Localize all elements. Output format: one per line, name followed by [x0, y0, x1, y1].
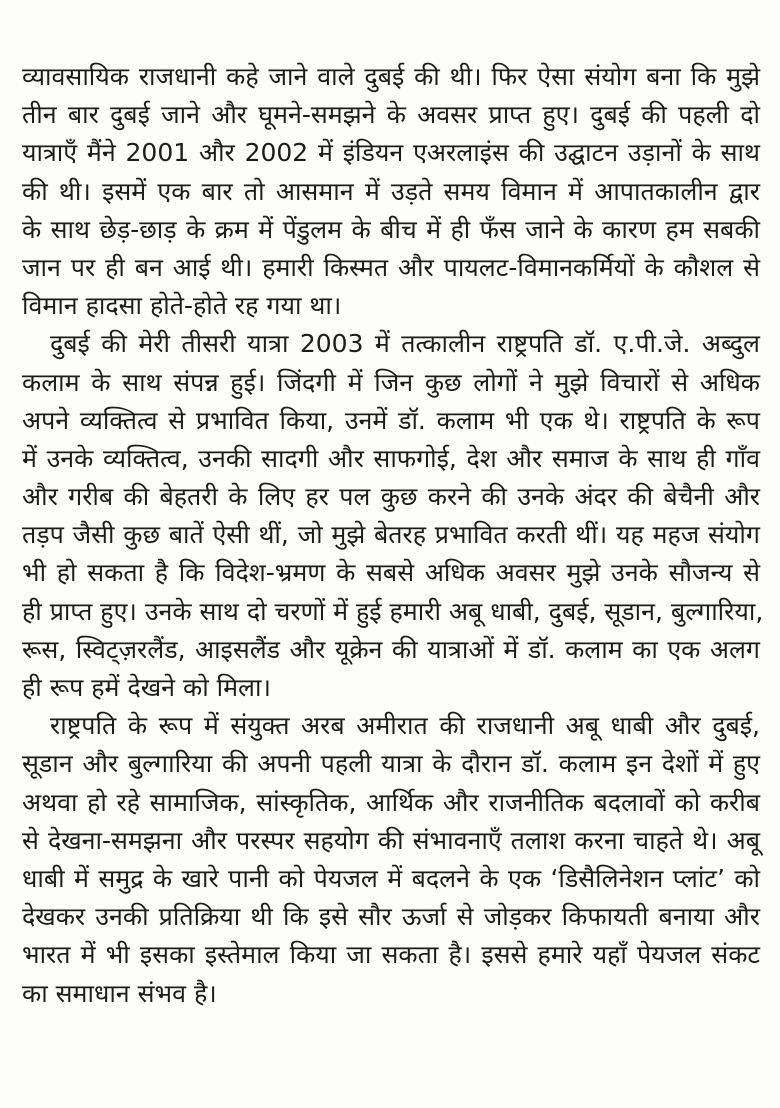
paragraph-1-line: विमान हादसा होते-होते रह गया था। — [22, 291, 342, 321]
paragraph-2-line: ही रूप हमें देखने को मिला। — [22, 673, 271, 702]
paragraph-3-line: अथवा हो रहे सामाजिक, सांस्कृतिक, आर्थिक और राजनीतिक बदलावों को करीब — [22, 787, 760, 817]
paragraph-3-line: राष्ट्रपति के रूप में संयुक्त अरब अमीरात की राजधानी अबू धाबी और दुबई, — [50, 711, 760, 741]
paragraph-3-line: देखकर उनकी प्रतिक्रिया थी कि इसे सौर ऊर्जा से जोड़कर किफायती बनाया और — [22, 902, 760, 932]
paragraph-2-line: तड़प जैसी कुछ बातें ऐसी थीं, जो मुझे बेतरह प्रभावित करती थीं। यह महज संयोग — [22, 520, 760, 550]
paragraph-3-line: सूडान और बुल्गारिया की अपनी पहली यात्रा के दौरान डॉ. कलाम इन देशों में हुए — [22, 749, 760, 779]
paragraph-2-line: कलाम के साथ संपन्न हुई। जिंदगी में जिन कुछ लोगों ने मुझे विचारों से अधिक — [22, 367, 760, 397]
paragraph-2-line: में उनके व्यक्तित्व, उनकी सादगी और साफगोई, देश और समाज के साथ ही गाँव — [22, 443, 760, 473]
paragraph-1-line: की थी। इसमें एक बार तो आसमान में उड़ते समय विमान में आपातकालीन द्वार — [22, 176, 760, 206]
paragraph-3-line: का समाधान संभव है। — [22, 978, 217, 1008]
paragraph-3-line: से देखना-समझना और परस्पर सहयोग की संभावनाएँ तलाश करना चाहते थे। अबू — [22, 825, 760, 855]
paragraph-3-line: भारत में भी इसका इस्तेमाल किया जा सकता है। इससे हमारे यहाँ पेयजल संकट — [22, 940, 760, 970]
paragraph-1-line: तीन बार दुबई जाने और घूमने-समझने के अवसर प्राप्त हुए। दुबई की पहली दो — [22, 100, 760, 130]
paragraph-1-line: व्यावसायिक राजधानी कहे जाने वाले दुबई की थी। फिर ऐसा संयोग बना कि मुझे — [22, 62, 760, 91]
paragraph-2-line: रूस, स्विट्ज़रलैंड, आइसलैंड और यूक्रेन की यात्राओं में डॉ. कलाम का एक अलग — [22, 634, 760, 664]
paragraph-2-line: ही प्राप्त हुए। उनके साथ दो चरणों में हुई हमारी अबू धाबी, दुबई, सूडान, बुल्गारिया, — [22, 596, 764, 626]
book-page-text — [22, 58, 764, 1013]
paragraph-2-line: दुबई की मेरी तीसरी यात्रा 2003 में तत्कालीन राष्ट्रपति डॉ. ए.पी.जे. अब्दुल — [50, 329, 760, 359]
paragraph-1-line: के साथ छेड़-छाड़ के क्रम में पेंडुलम के बीच में ही फँस जाने के कारण हम सबकी — [22, 214, 760, 244]
paragraph-1-line: जान पर ही बन आई थी। हमारी किस्मत और पायलट-विमानकर्मियों के कौशल से — [22, 252, 760, 282]
paragraph-2-line: भी हो सकता है कि विदेश-भ्रमण के सबसे अधिक अवसर मुझे उनके सौजन्य से — [22, 558, 760, 588]
paragraph-2-line: अपने व्यक्तित्व से प्रभावित किया, उनमें डॉ. कलाम भी एक थे। राष्ट्रपति के रूप — [22, 405, 760, 435]
paragraph-3-line: धाबी में समुद्र के खारे पानी को पेयजल में बदलने के एक ‘डिसैलिनेशन प्लांट’ को — [22, 863, 760, 893]
paragraph-2-line: और गरीब की बेहतरी के लिए हर पल कुछ करने की उनके अंदर की बेचैनी और — [22, 482, 760, 512]
paragraph-1-line: यात्राएँ मैंने 2001 और 2002 में इंडियन एअरलाइंस की उद्घाटन उड़ानों के साथ — [22, 138, 760, 168]
